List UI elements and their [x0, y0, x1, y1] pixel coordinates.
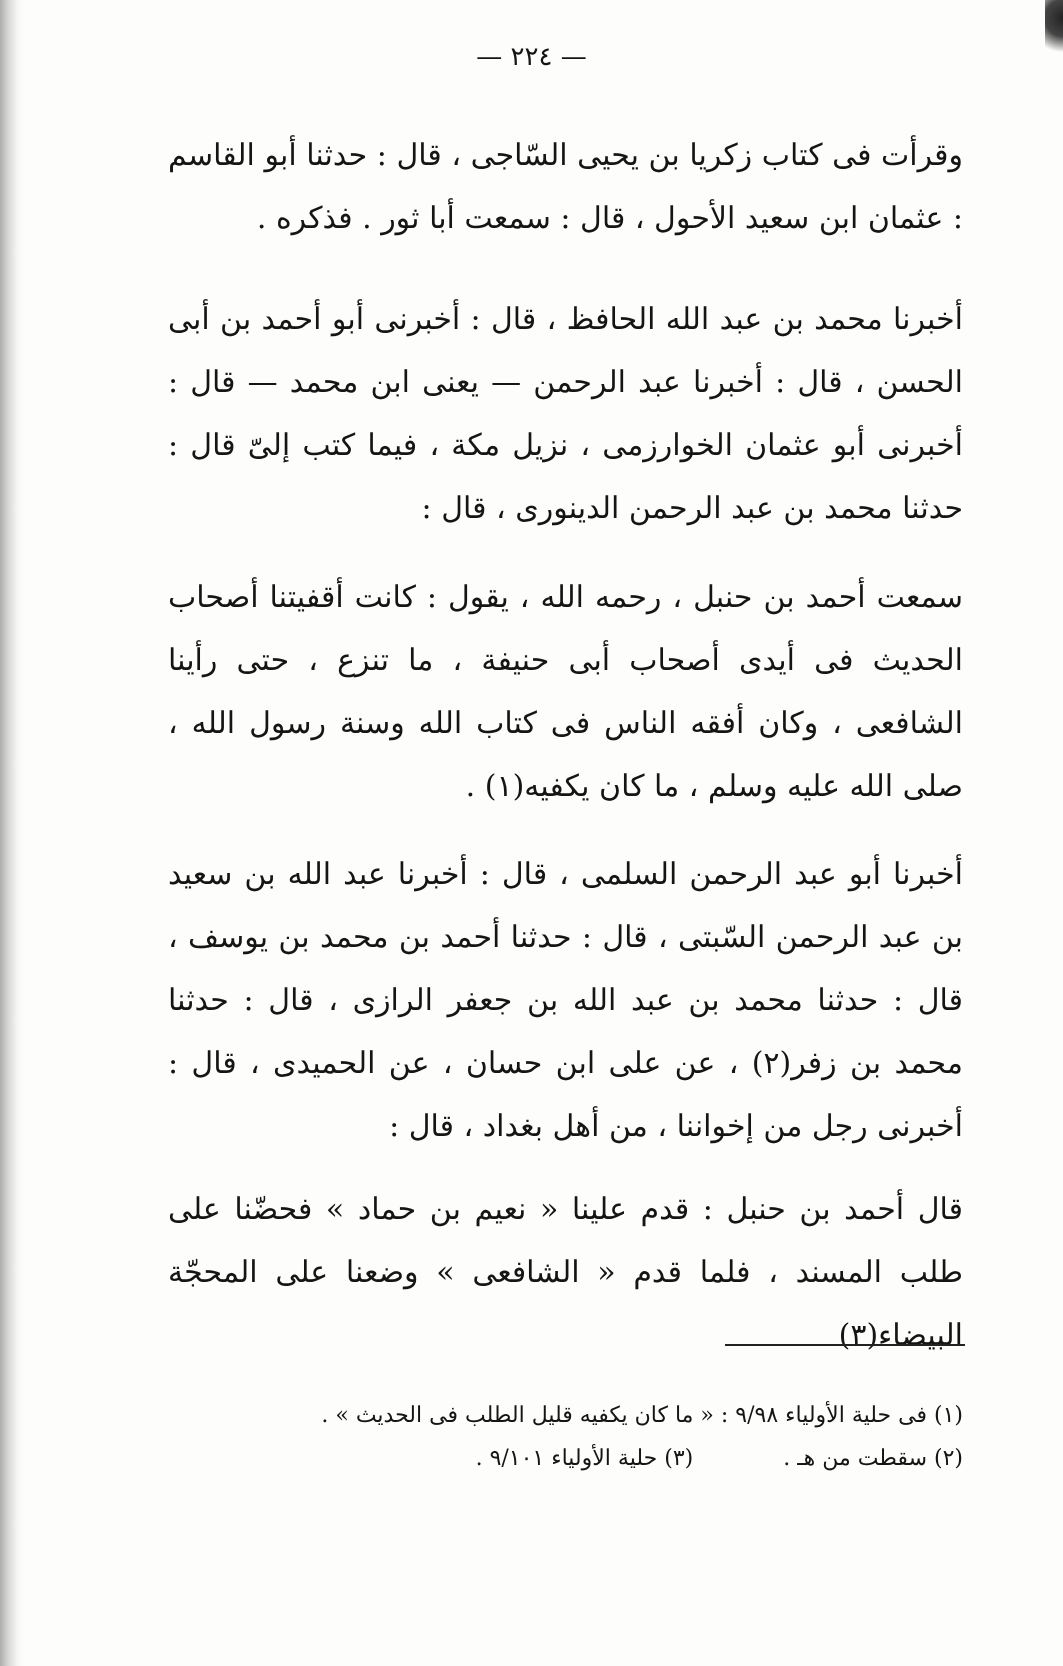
paragraph-4 — [168, 843, 963, 1158]
paragraph-text: قال أحمد بن حنبل : قدم علينا « نعيم بن حماد » فحضّنا على طلب المسند ، فلما قدم « الشافعى » وضعنا على المحجّة البيضاء(٣) — [168, 1192, 963, 1353]
paragraph-text: أخبرنا محمد بن عبد الله الحافظ ، قال : أخبرنى أبو أحمد بن أبى الحسن ، قال : أخبرنا عبد الرحمن — يعنى ابن محمد — قال : أخبرنى أبو عثمان الخوارزمى ، نزيل مكة ، فيما كتب إلىّ قال : حدثنا محمد بن عبد الرحمن الدينورى ، قال : — [168, 302, 963, 526]
paragraph-text: أخبرنا أبو عبد الرحمن السلمى ، قال : أخبرنا عبد الله بن سعيد بن عبد الرحمن السّبتى ، قال : حدثنا أحمد بن محمد بن يوسف ، قال : حدثنا محمد بن عبد الله بن جعفر الرازى ، قال : حدثنا محمد بن زفر(٢) ، عن على ابن حسان ، عن الحميدى ، قال : أخبرنى رجل من إخواننا ، من أهل بغداد ، قال : — [168, 857, 963, 1144]
footnote-2: (٢) سقطت من هـ . — [783, 1446, 963, 1471]
paragraph-5 — [168, 1178, 963, 1367]
footnote-3: (٣) حلية الأولياء ٩/١٠١ . — [475, 1446, 694, 1471]
paragraph-text: سمعت أحمد بن حنبل ، رحمه الله ، يقول : كانت أقفيتنا أصحاب الحديث فى أيدى أصحاب أبى حنيفة ، ما تنزع ، حتى رأينا الشافعى ، وكان أفقه الناس فى كتاب الله وسنة رسول الله ، صلى الله عليه وسلم ، ما كان يكفيه(١) . — [168, 580, 963, 804]
paragraph-1 — [168, 124, 963, 250]
footnotes — [168, 1394, 963, 1480]
footnote-separator — [725, 1344, 965, 1346]
footnote-row — [168, 1437, 963, 1480]
paragraph-3 — [168, 566, 963, 818]
footnote-row — [168, 1394, 963, 1437]
footnote-1: (١) فى حلية الأولياء ٩/٩٨ : « ما كان يكفيه قليل الطلب فى الحديث » . — [321, 1403, 963, 1428]
paragraph-text: وقرأت فى كتاب زكريا بن يحيى السّاجى ، قال : حدثنا أبو القاسم : عثمان ابن سعيد الأحول ، قال : سمعت أبا ثور . فذكره . — [168, 138, 963, 236]
scan-shadow-left — [0, 0, 22, 1666]
page-number: — ٢٢٤ — — [476, 42, 587, 72]
paragraph-2 — [168, 288, 963, 540]
